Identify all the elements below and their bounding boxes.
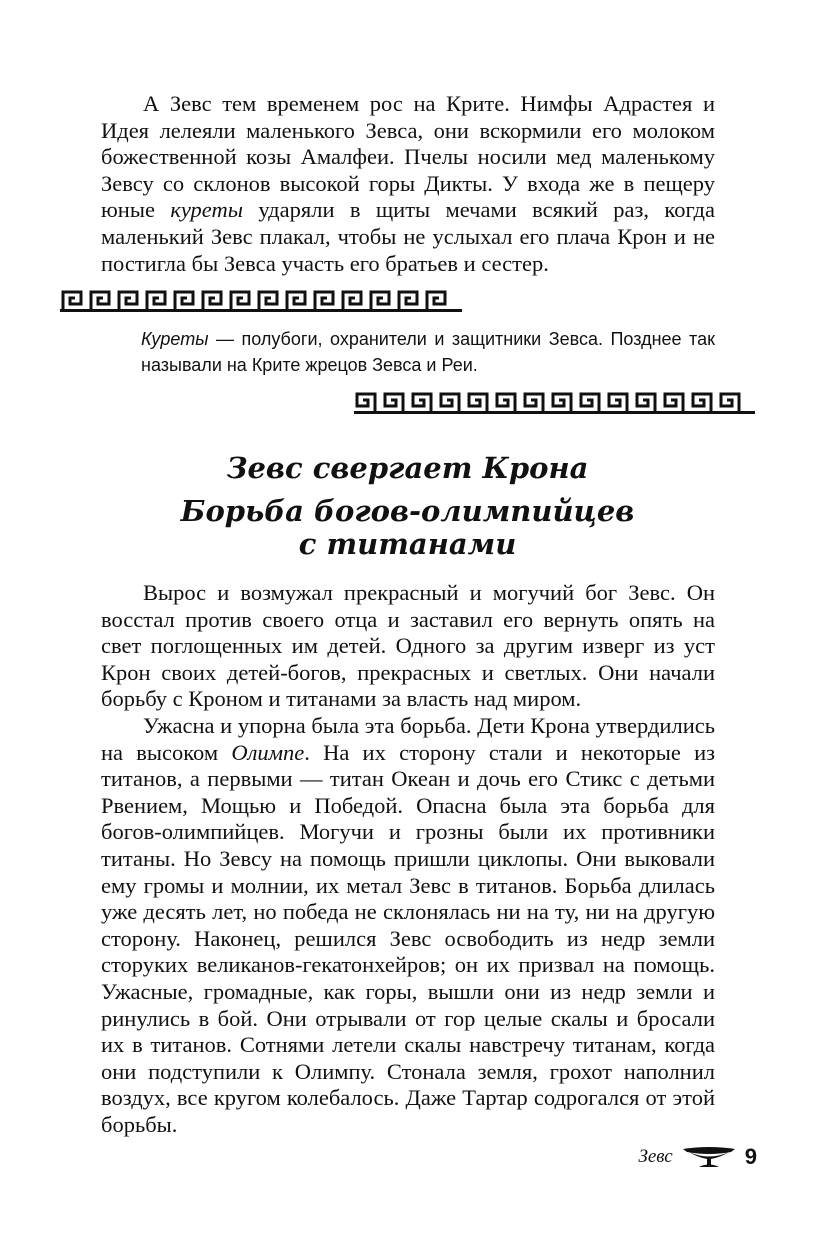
meander-unit bbox=[721, 394, 739, 411]
meander-unit bbox=[441, 394, 459, 411]
greek-key-border-bottom bbox=[354, 392, 755, 414]
intro-text-part1: А Зевс тем временем рос на Крите. Нимфы Адрастея и Идея лелеяли маленького Зевса, они вскормили его молоком божественной козы Амалфеи. Пчелы носили мед маленькому Зевсу со склонов высокой горы Дикты. У входа же в пещеру юные bbox=[101, 91, 715, 223]
paragraph-2-part2: . На их сторону стали и некоторые из титанов, а первыми — титан Океан и дочь его Стикс с детьми Рвением, Мощью и Победой. Опасна была эта борьба для богов-олимпийцев. Могучи и грозны были их противники титаны. Но Зевсу на помощь пришли циклопы. Они выковали ему громы и молнии, их метал Зевс в титанов. Борьба длилась уже десять лет, но победа не склонялась ни на ту, ни на другую сторону. Наконец, решился Зевс освободить из недр земли сторуких великанов-гекатонхейров; он их призвал на помощь. Ужасные, громадные, как горы, вышли они из недр земли и ринулись в бой. Они отрывали от гор целые скалы и бросали их в титанов. Сотнями летели скалы навстречу титанам, когда они подступили к Олимпу. Стонала земля, грохот наполнил воздух, все кругом колебалось. Даже Тартар содрогался от этой борьбы. bbox=[101, 739, 715, 1137]
meander-unit bbox=[525, 394, 543, 411]
page-footer bbox=[638, 1140, 757, 1174]
page-number: 9 bbox=[744, 1144, 757, 1169]
meander-unit bbox=[497, 394, 515, 411]
greek-key-icon bbox=[60, 290, 462, 312]
paragraph-2-part1: Ужасна и упорна была эта борьба. Дети Крона утвердились на высоком bbox=[101, 713, 715, 765]
meander-unit bbox=[315, 292, 333, 309]
greek-key-icon bbox=[354, 392, 755, 414]
meander-unit bbox=[399, 292, 417, 309]
body-paragraph-1: Вырос и возмужал прекрасный и могучий бог Зевс. Он восстал против своего отца и заставил его вернуть опять на свет поглощенных им детей. Одного за другим изверг из уст Крон своих детей-богов, прекрасных и светлых. Они начали борьбу с Кроном и титанами за власть над миром. bbox=[101, 580, 715, 712]
meander-unit bbox=[413, 394, 431, 411]
paragraph-2-term-olymp: Олимпе bbox=[231, 739, 305, 765]
chapter-title-line-2: Борьба богов-олимпийцев bbox=[180, 494, 635, 528]
chapter-title bbox=[100, 452, 715, 561]
meander-unit bbox=[175, 292, 193, 309]
running-title: Зевс bbox=[638, 1146, 673, 1167]
chapter-title-line-3: с титанами bbox=[298, 527, 517, 561]
meander-unit bbox=[231, 292, 249, 309]
meander-unit bbox=[609, 394, 627, 411]
glossary-note bbox=[141, 326, 715, 378]
meander-unit bbox=[203, 292, 221, 309]
meander-unit bbox=[665, 394, 683, 411]
meander-unit bbox=[693, 394, 711, 411]
meander-unit bbox=[553, 394, 571, 411]
meander-unit bbox=[63, 292, 81, 309]
meander-unit bbox=[91, 292, 109, 309]
chapter-title-line-1: Зевс свергает Крона bbox=[226, 451, 589, 485]
meander-unit bbox=[581, 394, 599, 411]
meander-unit bbox=[637, 394, 655, 411]
meander-unit bbox=[259, 292, 277, 309]
glossary-definition: — полубоги, охранители и защитники Зевса. Позднее так называли на Крите жрецов Зевса и Реи. bbox=[141, 329, 715, 375]
meander-unit bbox=[287, 292, 305, 309]
meander-unit bbox=[427, 292, 445, 309]
meander-unit bbox=[469, 394, 487, 411]
meander-unit bbox=[371, 292, 389, 309]
body-paragraph-2 bbox=[101, 713, 715, 1139]
intro-term-kurety: куреты bbox=[170, 197, 243, 223]
meander-unit bbox=[385, 394, 403, 411]
glossary-term: Куреты bbox=[141, 329, 209, 349]
meander-unit bbox=[147, 292, 165, 309]
kylix-bowl-icon bbox=[681, 1143, 737, 1171]
meander-unit bbox=[357, 394, 375, 411]
meander-unit bbox=[343, 292, 361, 309]
intro-paragraph bbox=[101, 91, 715, 277]
meander-unit bbox=[119, 292, 137, 309]
greek-key-border-top bbox=[60, 290, 462, 312]
intro-text-part2: ударяли в щиты мечами всякий раз, когда маленький Зевс плакал, чтобы не услыхал его плача Крон и не постигла бы Зевса участь его братьев и сестер. bbox=[101, 197, 715, 276]
